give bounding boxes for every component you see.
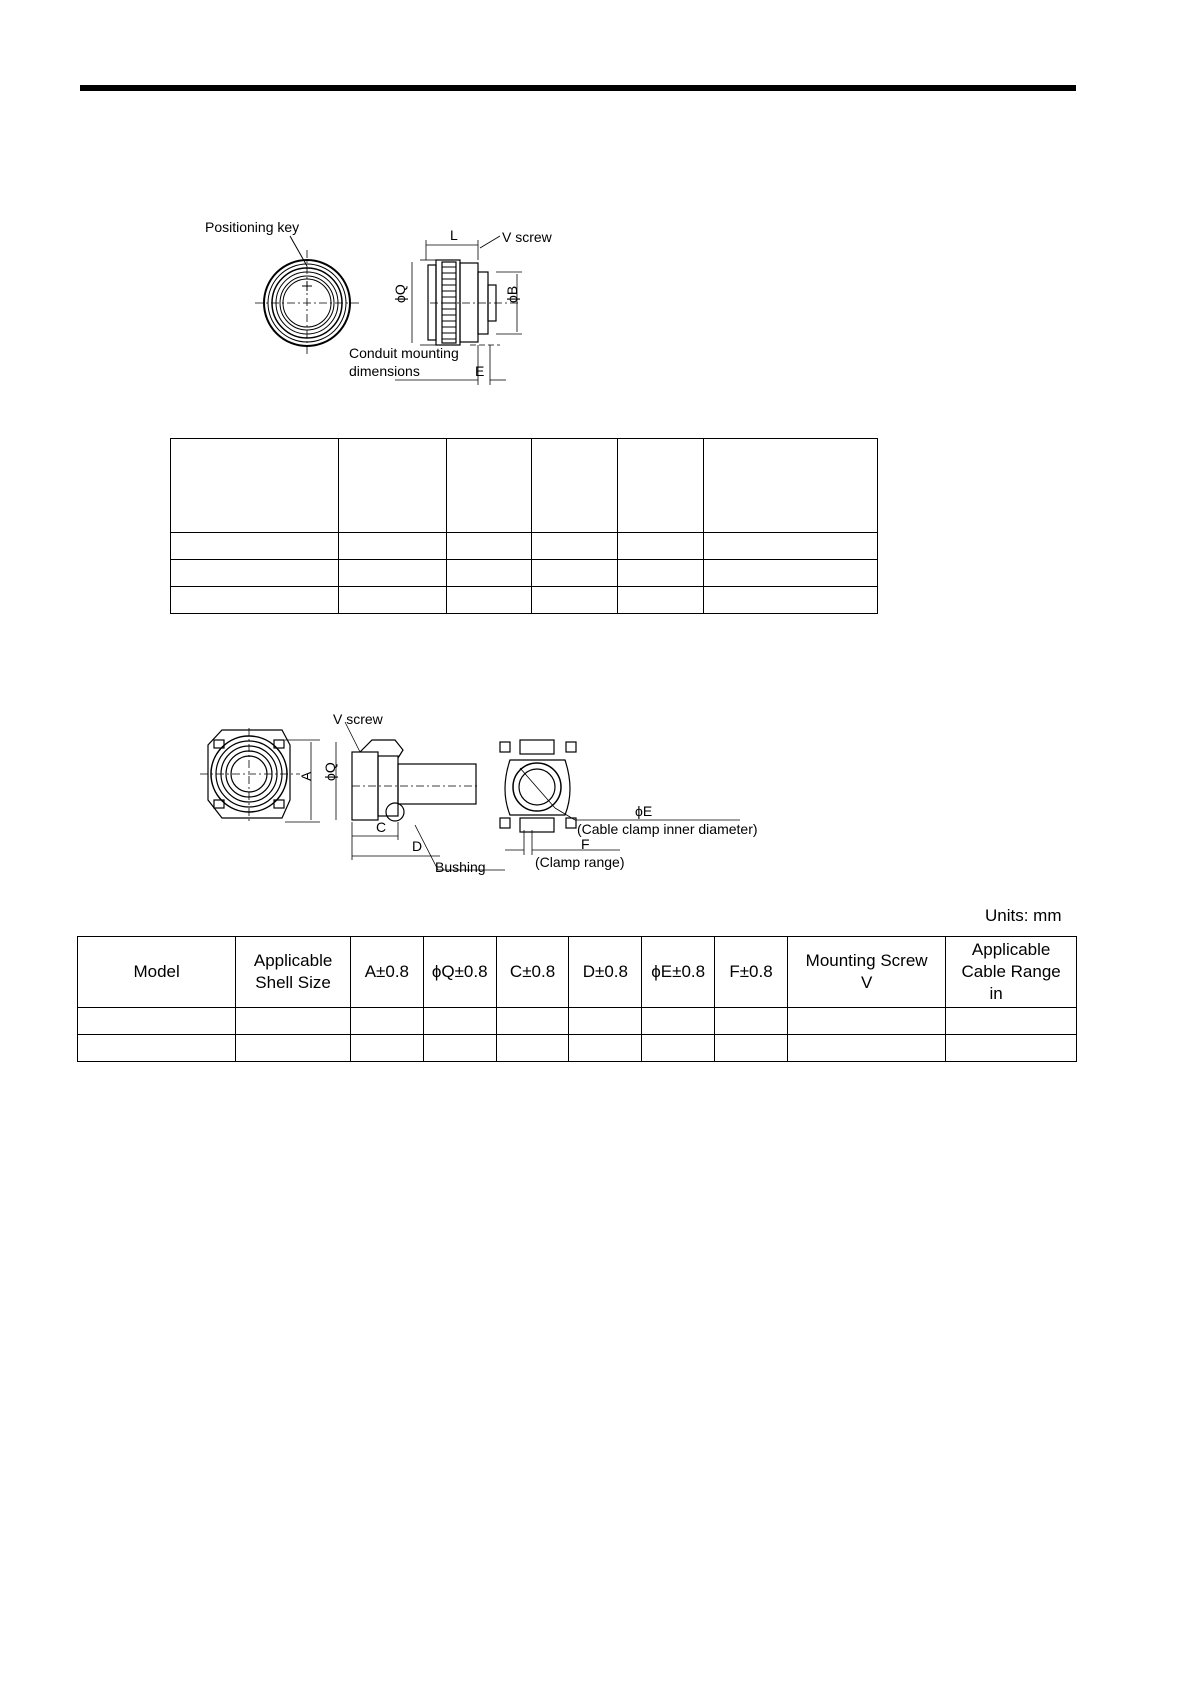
bushing-label: Bushing [435,859,486,875]
header-d: D±0.8 [569,937,642,1008]
table-cell [787,1008,945,1035]
phi-q-label: ϕQ [322,762,338,781]
clamp-front-view [200,728,336,822]
table-cell [423,1008,496,1035]
table-cell [496,1008,569,1035]
table-row [78,1035,1077,1062]
table-cell [350,1008,423,1035]
dim-d-label: D [412,838,423,854]
table-header-row [78,937,1077,1008]
header-cable-range: Applicable Cable Range in [946,937,1077,1008]
dimension-table-2 [77,936,1077,1062]
clamp-end-view [500,740,740,855]
dim-f-label: F [581,836,590,852]
dim-a-label: A [298,771,314,781]
table-cell [642,1035,715,1062]
units-label: Units: mm [985,906,1062,925]
table-cell [423,1035,496,1062]
phi-b-label: ϕB [504,285,520,303]
dim-e-label: E [475,363,485,379]
table-cell [236,1008,351,1035]
table-cell [715,1008,788,1035]
table-cell [78,1008,236,1035]
v-screw-label: V screw [502,229,552,245]
header-f: F±0.8 [715,937,788,1008]
header-model: Model [78,937,236,1008]
table-cell [715,1035,788,1062]
header-phi-e: ϕE±0.8 [642,937,715,1008]
dimensions-label: dimensions [349,363,420,379]
phi-q-label: ϕQ [392,284,408,303]
table-cell [946,1035,1077,1062]
table-cell [350,1035,423,1062]
clamp-range-label: (Clamp range) [535,854,625,870]
header-shell-size: Applicable Shell Size [236,937,351,1008]
table-cell [78,1035,236,1062]
table-cell [787,1035,945,1062]
table-cell [569,1008,642,1035]
conduit-mounting-label: Conduit mounting [349,345,459,361]
header-c: C±0.8 [496,937,569,1008]
table-row [78,1008,1077,1035]
clamp-side-view [345,722,505,870]
dim-l-label: L [450,227,458,243]
table-cell [236,1035,351,1062]
header-a: A±0.8 [350,937,423,1008]
positioning-key-label: Positioning key [205,219,300,235]
v-screw-label: V screw [333,711,383,727]
dim-c-label: C [376,819,387,835]
header-mounting-screw: Mounting Screw V [787,937,945,1008]
phi-e-label: ϕE [635,803,653,819]
table-cell [642,1008,715,1035]
header-phi-q: ϕQ±0.8 [423,937,496,1008]
table-cell [496,1035,569,1062]
table-cell [569,1035,642,1062]
cable-clamp-label: (Cable clamp inner diameter) [577,821,758,837]
table-cell [946,1008,1077,1035]
